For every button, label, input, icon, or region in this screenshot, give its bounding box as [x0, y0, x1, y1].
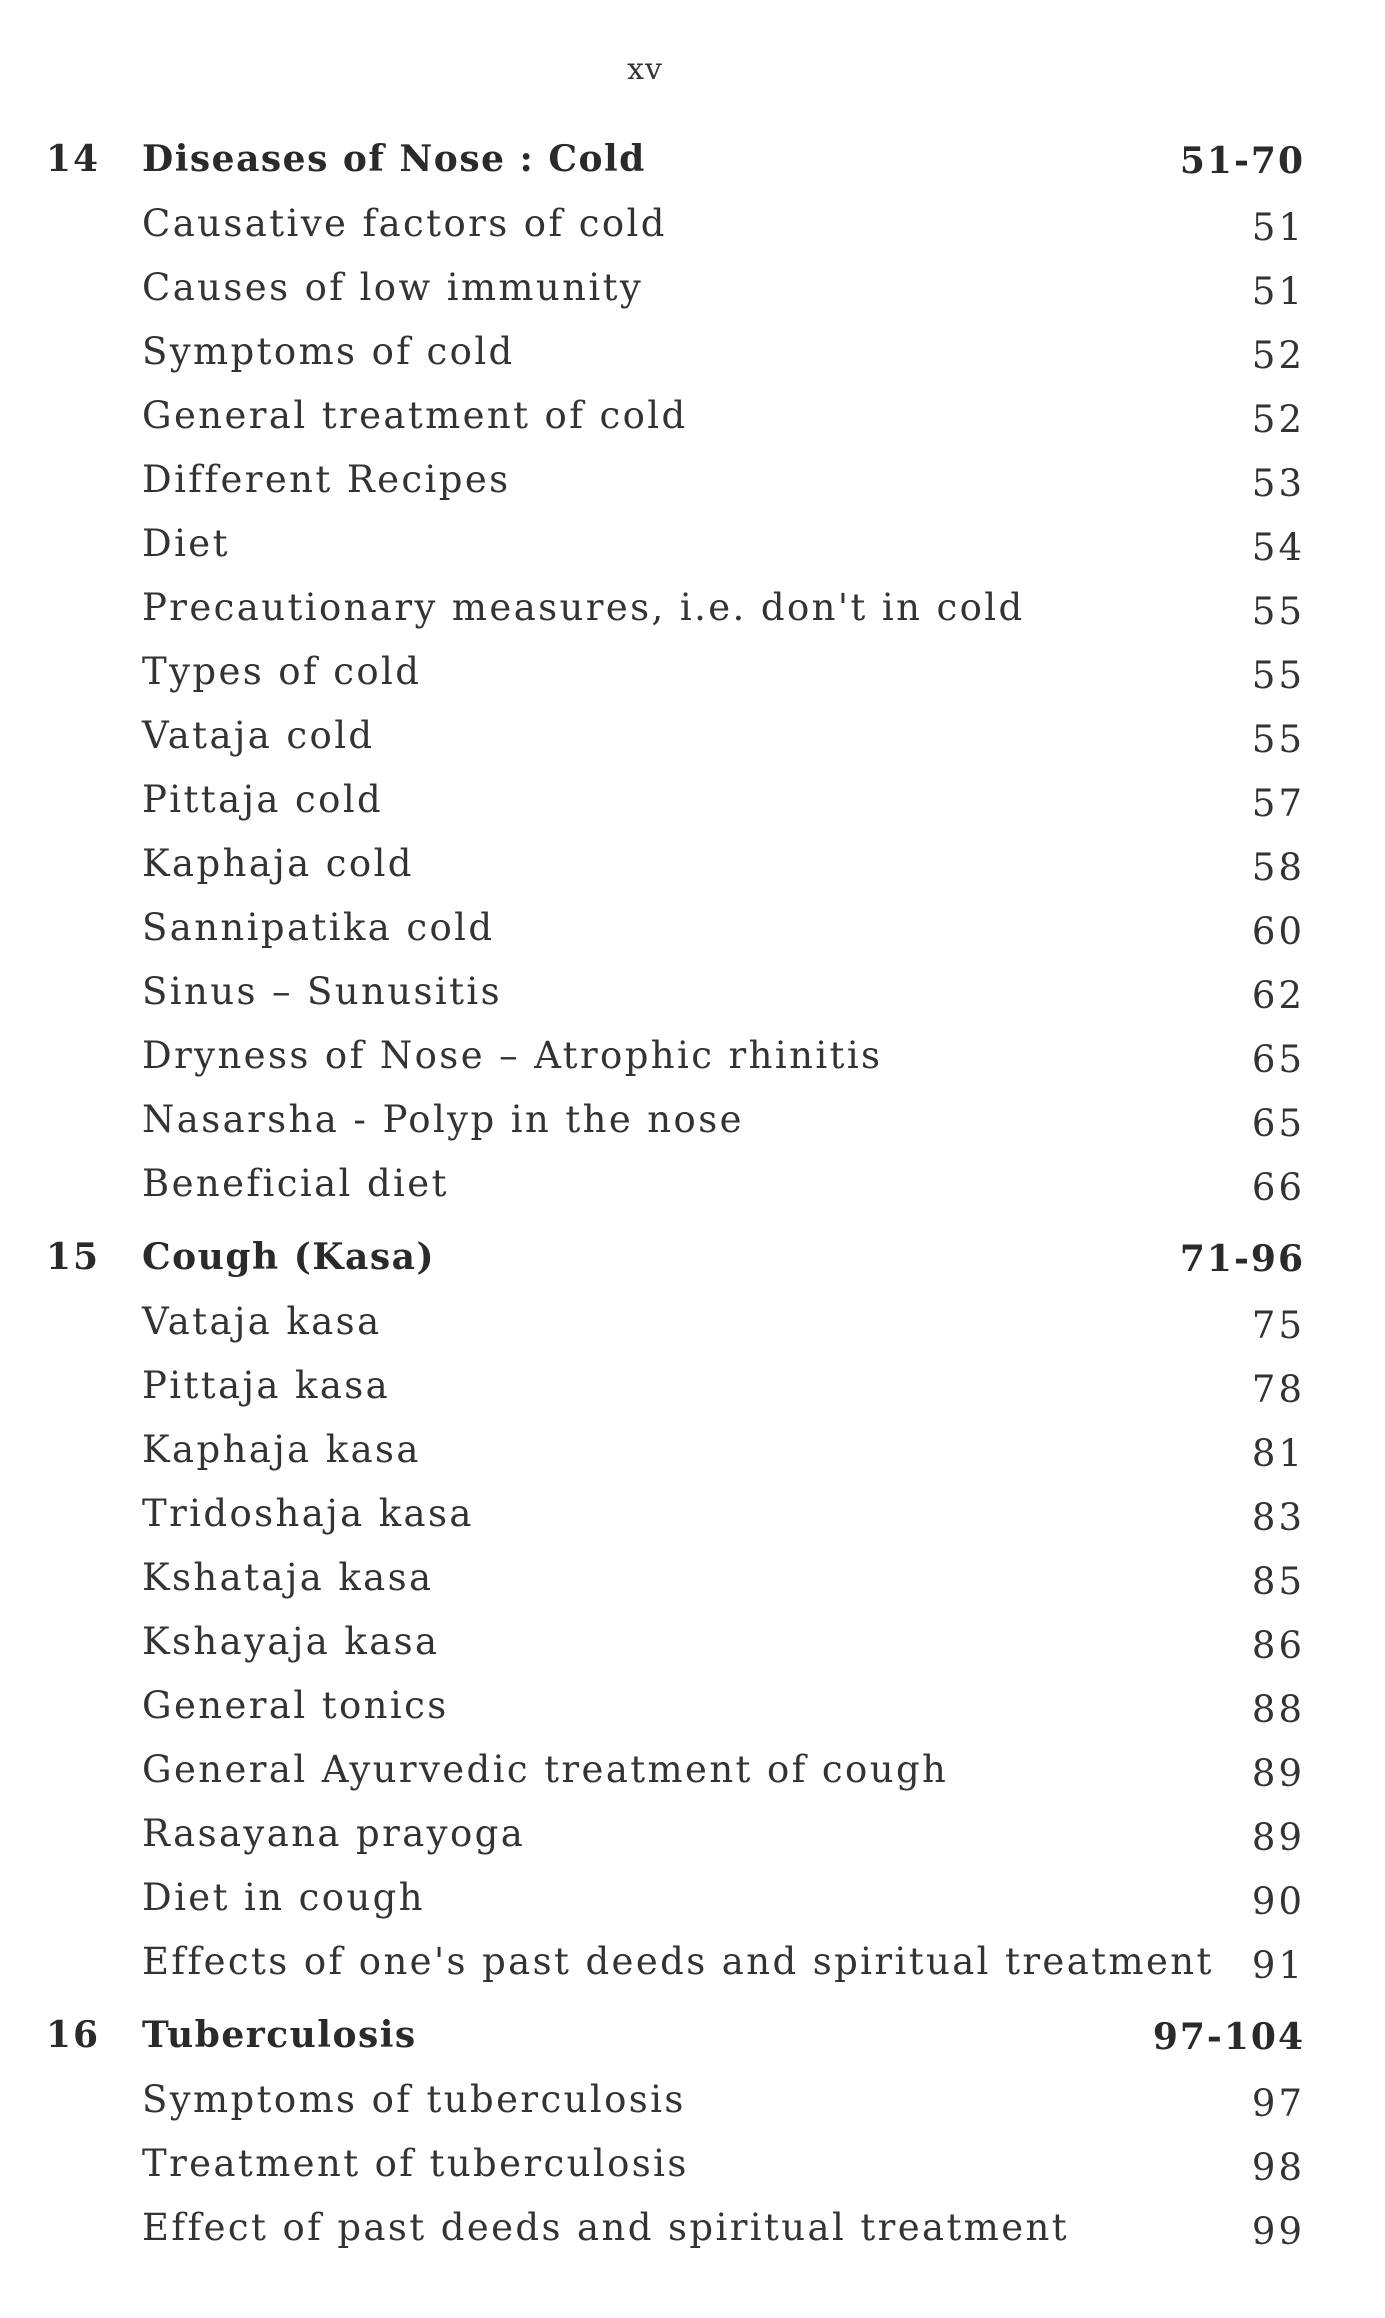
entry-page: 55 — [1251, 718, 1305, 761]
entry-title: Causes of low immunity — [142, 266, 644, 309]
entry-page: 99 — [1251, 2210, 1305, 2253]
entry-title: Sannipatika cold — [142, 906, 495, 949]
entry-title: Pittaja kasa — [142, 1364, 391, 1407]
entry-title: Different Recipes — [142, 458, 511, 501]
entry-page: 88 — [1251, 1688, 1305, 1731]
entry-page: 55 — [1251, 590, 1305, 633]
toc-entry — [0, 194, 1385, 258]
entry-title: Vataja cold — [142, 714, 375, 757]
entry-title: Diet in cough — [142, 1876, 425, 1919]
toc-entry — [0, 1740, 1385, 1804]
toc-entry — [0, 2070, 1385, 2134]
entry-title: Tridoshaja kasa — [142, 1492, 474, 1535]
chapter-number: 14 — [46, 138, 101, 180]
entry-page: 75 — [1251, 1304, 1305, 1347]
chapter-title: Tuberculosis — [142, 2014, 417, 2056]
entry-title: Diet — [142, 522, 230, 565]
toc-entry — [0, 322, 1385, 386]
chapter-number: 15 — [46, 1236, 101, 1278]
entry-page: 97 — [1251, 2082, 1305, 2125]
entry-title: General treatment of cold — [142, 394, 688, 437]
entry-page: 98 — [1251, 2146, 1305, 2189]
toc-entry — [0, 1154, 1385, 1218]
toc-entry — [0, 1932, 1385, 1996]
table-of-contents — [0, 130, 1385, 2262]
entry-title: Kshayaja kasa — [142, 1620, 440, 1663]
entry-page: 83 — [1251, 1496, 1305, 1539]
entry-page: 51 — [1251, 270, 1305, 313]
toc-entry — [0, 834, 1385, 898]
entry-title: General Ayurvedic treatment of cough — [142, 1748, 949, 1791]
chapter-page-range: 97-104 — [1152, 2016, 1305, 2058]
chapter-page-range: 51-70 — [1179, 140, 1305, 182]
entry-page: 81 — [1251, 1432, 1305, 1475]
entry-page: 89 — [1251, 1816, 1305, 1859]
entry-title: Symptoms of tuberculosis — [142, 2078, 686, 2121]
entry-page: 89 — [1251, 1752, 1305, 1795]
spacer — [0, 1218, 1385, 1228]
chapter-title: Cough (Kasa) — [142, 1236, 435, 1278]
entry-title: Dryness of Nose – Atrophic rhinitis — [142, 1034, 883, 1077]
entry-title: General tonics — [142, 1684, 449, 1727]
chapter-heading — [0, 130, 1385, 194]
entry-page: 58 — [1251, 846, 1305, 889]
entry-title: Beneficial diet — [142, 1162, 449, 1205]
chapter-16 — [0, 2006, 1385, 2262]
toc-entry — [0, 450, 1385, 514]
chapter-page-range: 71-96 — [1179, 1238, 1305, 1280]
entry-page: 53 — [1251, 462, 1305, 505]
entry-title: Effects of one's past deeds and spiritual treatment — [142, 1940, 1214, 1983]
chapter-15 — [0, 1228, 1385, 2006]
entry-title: Sinus – Sunusitis — [142, 970, 502, 1013]
entry-page: 86 — [1251, 1624, 1305, 1667]
entry-page: 51 — [1251, 206, 1305, 249]
chapter-14 — [0, 130, 1385, 1228]
entry-title: Precautionary measures, i.e. don't in cold — [142, 586, 1025, 629]
entry-page: 90 — [1251, 1880, 1305, 1923]
toc-entry — [0, 578, 1385, 642]
entry-page: 52 — [1251, 334, 1305, 377]
entry-title: Types of cold — [142, 650, 422, 693]
entry-page: 55 — [1251, 654, 1305, 697]
entry-page: 54 — [1251, 526, 1305, 569]
entry-page: 57 — [1251, 782, 1305, 825]
entry-title: Kaphaja kasa — [142, 1428, 421, 1471]
chapter-number: 16 — [46, 2014, 101, 2056]
entry-page: 52 — [1251, 398, 1305, 441]
entry-page: 62 — [1251, 974, 1305, 1017]
toc-entry — [0, 1026, 1385, 1090]
entry-title: Rasayana prayoga — [142, 1812, 526, 1855]
toc-entry — [0, 386, 1385, 450]
entry-title: Treatment of tuberculosis — [142, 2142, 689, 2185]
toc-entry — [0, 1676, 1385, 1740]
entry-page: 60 — [1251, 910, 1305, 953]
entry-page: 91 — [1251, 1944, 1305, 1987]
toc-entry — [0, 706, 1385, 770]
toc-entry — [0, 1356, 1385, 1420]
toc-entry — [0, 962, 1385, 1026]
entry-page: 78 — [1251, 1368, 1305, 1411]
chapter-heading — [0, 2006, 1385, 2070]
toc-entry — [0, 514, 1385, 578]
toc-entry — [0, 1868, 1385, 1932]
entry-title: Effect of past deeds and spiritual treatment — [142, 2206, 1070, 2249]
toc-entry — [0, 1612, 1385, 1676]
entry-title: Kaphaja cold — [142, 842, 414, 885]
entry-title: Nasarsha - Polyp in the nose — [142, 1098, 744, 1141]
entry-page: 65 — [1251, 1038, 1305, 1081]
toc-entry — [0, 2198, 1385, 2262]
entry-page: 66 — [1251, 1166, 1305, 1209]
entry-page: 65 — [1251, 1102, 1305, 1145]
toc-entry — [0, 1420, 1385, 1484]
toc-entry — [0, 1292, 1385, 1356]
entry-title: Symptoms of cold — [142, 330, 515, 373]
page-number: xv — [627, 52, 663, 87]
entry-title: Causative factors of cold — [142, 202, 667, 245]
toc-entry — [0, 258, 1385, 322]
toc-entry — [0, 1548, 1385, 1612]
entry-title: Pittaja cold — [142, 778, 384, 821]
chapter-title: Diseases of Nose : Cold — [142, 138, 646, 180]
toc-entry — [0, 770, 1385, 834]
toc-entry — [0, 898, 1385, 962]
entry-page: 85 — [1251, 1560, 1305, 1603]
spacer — [0, 1996, 1385, 2006]
toc-entry — [0, 642, 1385, 706]
entry-title: Vataja kasa — [142, 1300, 382, 1343]
entry-title: Kshataja kasa — [142, 1556, 434, 1599]
toc-entry — [0, 1484, 1385, 1548]
toc-entry — [0, 2134, 1385, 2198]
toc-entry — [0, 1090, 1385, 1154]
toc-entry — [0, 1804, 1385, 1868]
chapter-heading — [0, 1228, 1385, 1292]
